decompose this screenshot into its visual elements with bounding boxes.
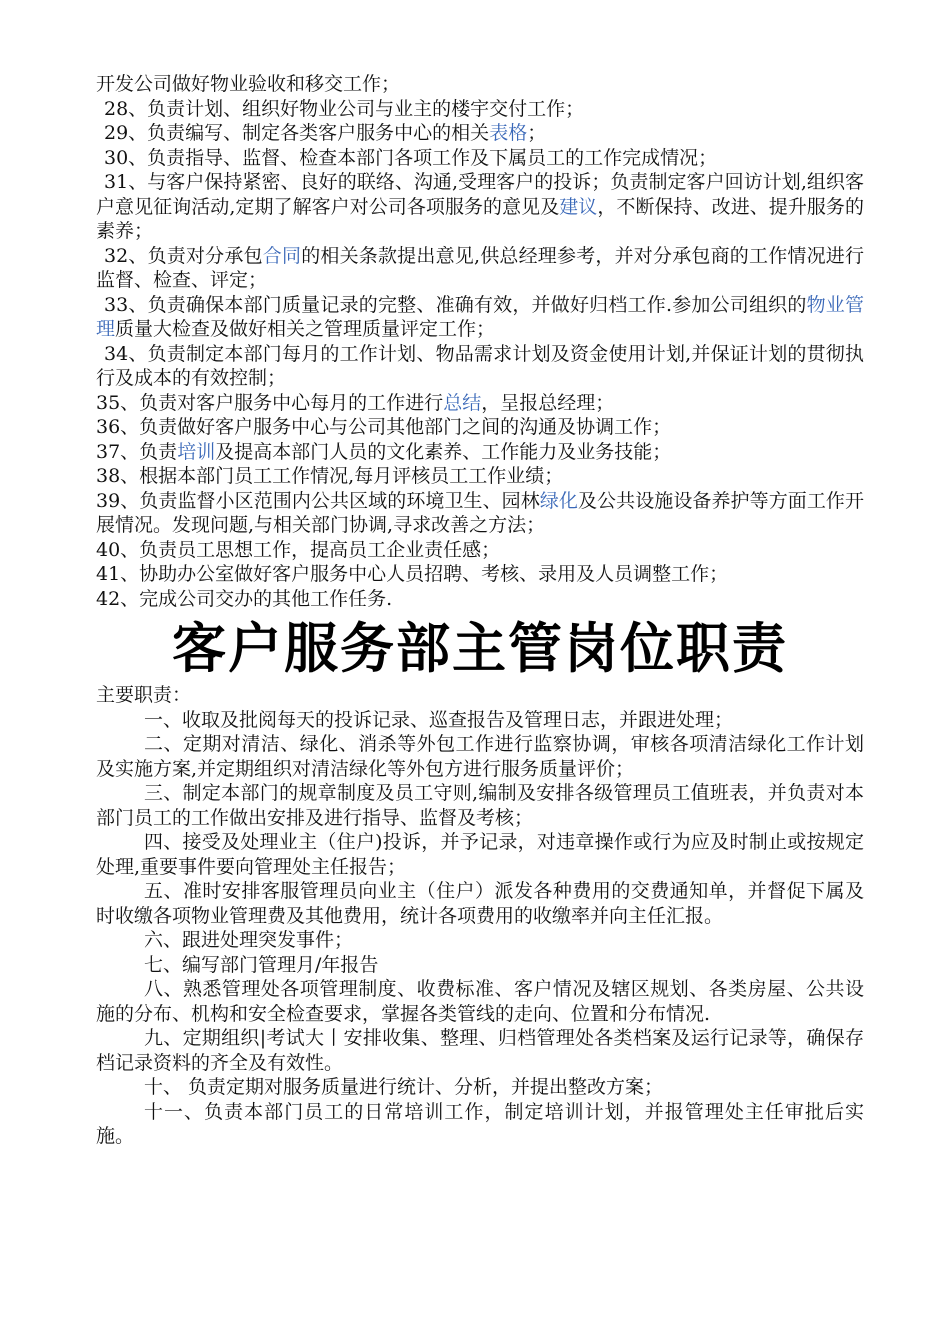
main-duty-item: 二、定期对清洁、绿化、消杀等外包工作进行监察协调，审核各项清洁绿化工作计划及实施方案,并定期组织对清洁绿化等外包方进行服务质量评价；	[96, 733, 864, 780]
duty-item	[96, 72, 864, 97]
keyword-link[interactable]: 总结	[443, 391, 482, 414]
duty-text: 33、负责确保本部门质量记录的完整、准确有效，并做好归档工作.参加公司组织的	[104, 293, 807, 316]
duty-text: ，呈报总经理；	[481, 391, 615, 414]
duty-text: 30、负责指导、监督、检查本部门各项工作及下属员工的工作完成情况；	[104, 146, 718, 169]
duty-text: 37、负责	[96, 440, 178, 463]
main-duty-item: 七、编写部门管理月/年报告	[144, 953, 379, 976]
duty-text: 40、负责员工思想工作，提高员工企业责任感；	[96, 538, 501, 561]
duty-item	[96, 440, 864, 465]
keyword-link[interactable]: 物业管理	[96, 293, 864, 340]
duties-list-continued	[96, 72, 864, 611]
duty-item	[96, 293, 864, 342]
section-heading: 主要职责：	[96, 684, 192, 706]
duty-text: 32、负责对分承包	[104, 244, 263, 267]
keyword-link[interactable]: 合同	[262, 244, 302, 267]
duty-item	[96, 415, 864, 440]
main-duty-item: 四、接受及处理业主（住户)投诉，并予记录，对违章操作或行为应及时制止或按规定处理,重要事件要向管理处主任报告；	[96, 831, 864, 878]
duty-text: 38、根据本部门员工工作情况,每月评核员工工作业绩；	[96, 465, 564, 487]
duty-item	[96, 146, 864, 171]
duty-item	[96, 562, 864, 587]
duty-text: 及公共设施设备养护等方面工作开展情况。发现问题,与相关部门协调,寻求改善之方法；	[96, 489, 864, 536]
keyword-link[interactable]: 建议	[559, 195, 598, 218]
main-duty-item: 九、定期组织|考试大丨安排收集、整理、归档管理处各类档案及运行记录等，确保存档记录资料的齐全及有效性。	[96, 1027, 864, 1074]
duty-item	[96, 342, 864, 391]
duty-text: 28、负责计划、组织好物业公司与业主的楼宇交付工作；	[104, 97, 585, 120]
duty-text: 39、负责监督小区范围内公共区域的环境卫生、园林	[96, 489, 540, 512]
duty-item	[96, 464, 864, 489]
duty-text: 41、协助办公室做好客户服务中心人员招聘、考核、录用及人员调整工作；	[96, 563, 729, 585]
main-duties-list	[96, 708, 864, 1149]
duty-item	[96, 538, 864, 563]
duty-item	[96, 391, 864, 416]
duty-text: 开发公司做好物业验收和移交工作；	[96, 73, 401, 95]
duty-text: 36、负责做好客户服务中心与公司其他部门之间的沟通及协调工作；	[96, 416, 672, 438]
duty-text: 35、负责对客户服务中心每月的工作进行	[96, 391, 444, 414]
duty-text: 31、与客户保持紧密、良好的联络、沟通,受理客户的投诉；负责制定客户回访计划,组织客户意见征询活动,定期了解客户对公司各项服务的意见及	[96, 171, 864, 218]
keyword-link[interactable]: 绿化	[539, 489, 578, 512]
main-duty-item: 五、准时安排客服管理员向业主（住户）派发各种费用的交费通知单，并督促下属及时收缴各项物业管理费及其他费用，统计各项费用的收缴率并向主任汇报。	[96, 880, 864, 927]
keyword-link[interactable]: 培训	[177, 440, 216, 463]
duty-text: ；	[527, 122, 547, 144]
main-duty-item: 一、收取及批阅每天的投诉记录、巡查报告及管理日志，并跟进处理；	[144, 708, 734, 731]
duty-item	[96, 97, 864, 122]
duty-text: 29、负责编写、制定各类客户服务中心的相关	[104, 122, 490, 144]
duty-item	[96, 244, 864, 293]
main-duty-item: 六、跟进处理突发事件；	[144, 929, 354, 951]
main-duty-item: 三、制定本部门的规章制度及员工守则,编制及安排各级管理员工值班表，并负责对本部门员工的工作做出安排及进行指导、监督及考核；	[96, 782, 864, 829]
duty-text: 的相关条款提出意见,供总经理参考，并对分承包商的工作情况进行监督、检查、评定；	[96, 244, 864, 291]
duty-text: 34、负责制定本部门每月的工作计划、物品需求计划及资金使用计划,并保证计划的贯彻执行及成本的有效控制；	[96, 342, 864, 389]
duty-item	[96, 489, 864, 538]
main-duty-item: 八、熟悉管理处各项管理制度、收费标准、客户情况及辖区规划、各类房屋、公共设施的分布、机构和安全检查要求，掌握各类管线的走向、位置和分布情况.	[96, 978, 864, 1025]
page-title: 客户服务部主管岗位职责	[172, 617, 788, 680]
document-page	[96, 72, 864, 1149]
keyword-link[interactable]: 表格	[489, 122, 528, 144]
main-duty-item: 十一、负责本部门员工的日常培训工作，制定培训计划，并报管理处主任审批后实施。	[96, 1100, 864, 1147]
duty-item	[96, 587, 864, 612]
main-duty-item: 十、 负责定期对服务质量进行统计、分析，并提出整改方案；	[144, 1076, 664, 1098]
duty-text: 质量大检查及做好相关之管理质量评定工作；	[115, 318, 496, 340]
duty-text: ，不断保持、改进、提升服务的素养；	[96, 195, 864, 242]
duty-text: 42、完成公司交办的其他工作任务.	[96, 587, 393, 610]
duty-item	[96, 121, 864, 146]
duty-item	[96, 170, 864, 244]
duty-text: 及提高本部门人员的文化素养、工作能力及业务技能；	[215, 440, 672, 463]
